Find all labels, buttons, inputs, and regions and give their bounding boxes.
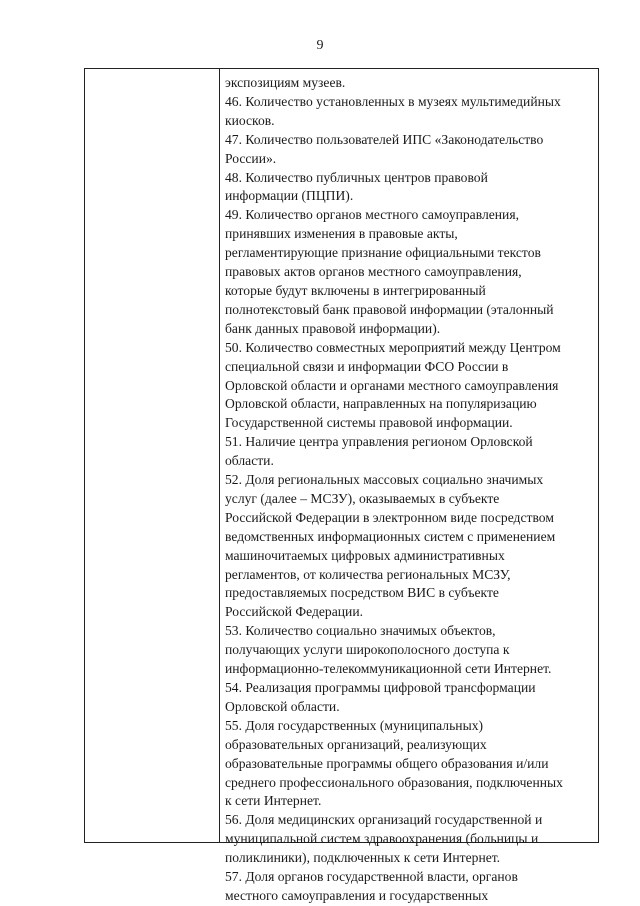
- table-cell-right: [225, 74, 597, 906]
- text-line: полнотекстовый банк правовой информации (эталонный: [225, 301, 554, 317]
- text-line: регламентирующие признание официальными текстов: [225, 245, 541, 261]
- text-line: поликлиники), подключенных к сети Интернет.: [225, 850, 501, 866]
- text-line: ведомственных информационных систем с применением: [225, 528, 556, 544]
- text-line: киосков.: [225, 112, 275, 128]
- text-line: России».: [225, 150, 277, 166]
- text-line: 57. Доля органов государственной власти, органов: [225, 869, 518, 885]
- text-line: получающих услуги широкополосного доступа к: [225, 642, 510, 658]
- indicator-table: [84, 68, 599, 903]
- page-number: 9: [316, 38, 324, 53]
- text-line: 47. Количество пользователей ИПС «Законодательство: [225, 131, 544, 147]
- text-line: 49. Количество органов местного самоуправления,: [225, 207, 519, 223]
- text-line: Государственной системы правовой информации.: [225, 415, 513, 431]
- text-line: 55. Доля государственных (муниципальных): [225, 717, 484, 733]
- text-line: принявших изменения в правовые акты,: [225, 226, 458, 242]
- text-line: предоставляемых посредством ВИС в субъекте: [225, 585, 499, 601]
- table-cell-left: [85, 69, 219, 842]
- text-line: машиночитаемых цифровых административных: [225, 547, 505, 563]
- text-line: Орловской области.: [225, 698, 340, 714]
- text-line: 46. Количество установленных в музеях мультимедийных: [225, 93, 561, 109]
- text-line: местного самоуправления и государственных: [225, 887, 489, 903]
- text-line: 48. Количество публичных центров правовой: [225, 169, 488, 185]
- text-line: 52. Доля региональных массовых социально значимых: [225, 472, 544, 488]
- text-line: информации (ПЦПИ).: [225, 188, 354, 204]
- text-line: Российской Федерации.: [225, 604, 363, 620]
- text-line: банк данных правовой информации).: [225, 320, 441, 336]
- text-line: специальной связи и информации ФСО России в: [225, 358, 509, 374]
- text-line: которые будут включены в интегрированный: [225, 282, 486, 298]
- text-line: 54. Реализация программы цифровой трансформации: [225, 680, 536, 695]
- text-line: Орловской области и органами местного самоуправления: [225, 377, 559, 393]
- text-line: регламентов, от количества региональных МСЗУ,: [225, 566, 511, 582]
- text-line: образовательных организаций, реализующих: [225, 736, 487, 752]
- text-line: Орловской области, направленных на популяризацию: [225, 396, 537, 412]
- text-line: муниципальной систем здравоохранения (больницы и: [225, 831, 539, 847]
- text-line: области.: [225, 453, 274, 469]
- text-line: среднего профессионального образования, подключенных: [225, 774, 563, 790]
- text-line: 51. Наличие центра управления регионом Орловской: [225, 434, 533, 450]
- text-line: Российской Федерации в электронном виде посредством: [225, 509, 554, 525]
- text-line: правовых актов органов местного самоуправления,: [225, 264, 522, 280]
- text-line: услуг (далее – МСЗУ), оказываемых в субъекте: [225, 490, 500, 506]
- text-line: 53. Количество социально значимых объектов,: [225, 623, 496, 639]
- text-line: 56. Доля медицинских организаций государственной и: [225, 812, 543, 828]
- column-divider: [219, 69, 220, 842]
- text-line: 50. Количество совместных мероприятий между Центром: [225, 339, 561, 355]
- text-line: образовательные программы общего образования и/или: [225, 755, 549, 771]
- text-line: информационно-телекоммуникационной сети Интернет.: [225, 661, 552, 677]
- text-line: к сети Интернет.: [225, 793, 322, 809]
- text-line: экспозициям музеев.: [225, 75, 346, 90]
